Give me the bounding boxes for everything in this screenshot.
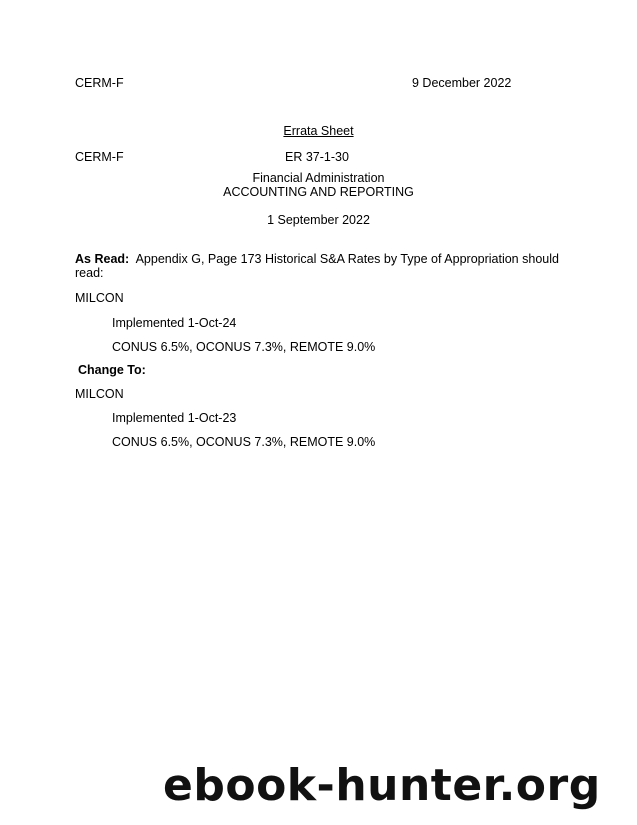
- as-read-label: As Read:: [75, 252, 130, 266]
- errata-sheet-title: [0, 124, 637, 138]
- header-date: 9 December 2022: [412, 76, 512, 90]
- header-office-symbol: CERM-F: [75, 76, 124, 90]
- regulation-number: ER 37-1-30: [285, 150, 349, 164]
- errata-sheet-title-text: Errata Sheet: [283, 124, 354, 138]
- regulation-date: 1 September 2022: [267, 213, 370, 227]
- change-to-implemented: Implemented 1-Oct-23: [112, 411, 237, 425]
- as-read-rates: CONUS 6.5%, OCONUS 7.3%, REMOTE 9.0%: [112, 340, 376, 354]
- change-to-label: Change To:: [78, 363, 146, 377]
- as-read-category: MILCON: [75, 291, 124, 305]
- regulation-office-symbol: CERM-F: [75, 150, 124, 164]
- regulation-title: ACCOUNTING AND REPORTING: [223, 185, 414, 199]
- change-to-rates: CONUS 6.5%, OCONUS 7.3%, REMOTE 9.0%: [112, 435, 376, 449]
- as-read-text: Appendix G, Page 173 Historical S&A Rates by Type of Appropriation should read:: [75, 252, 559, 280]
- as-read-implemented: Implemented 1-Oct-24: [112, 316, 237, 330]
- change-to-category: MILCON: [75, 387, 124, 401]
- regulation-subtitle: Financial Administration: [252, 171, 385, 185]
- watermark-text: ebook-hunter.org: [163, 760, 601, 811]
- as-read-paragraph: [75, 252, 559, 280]
